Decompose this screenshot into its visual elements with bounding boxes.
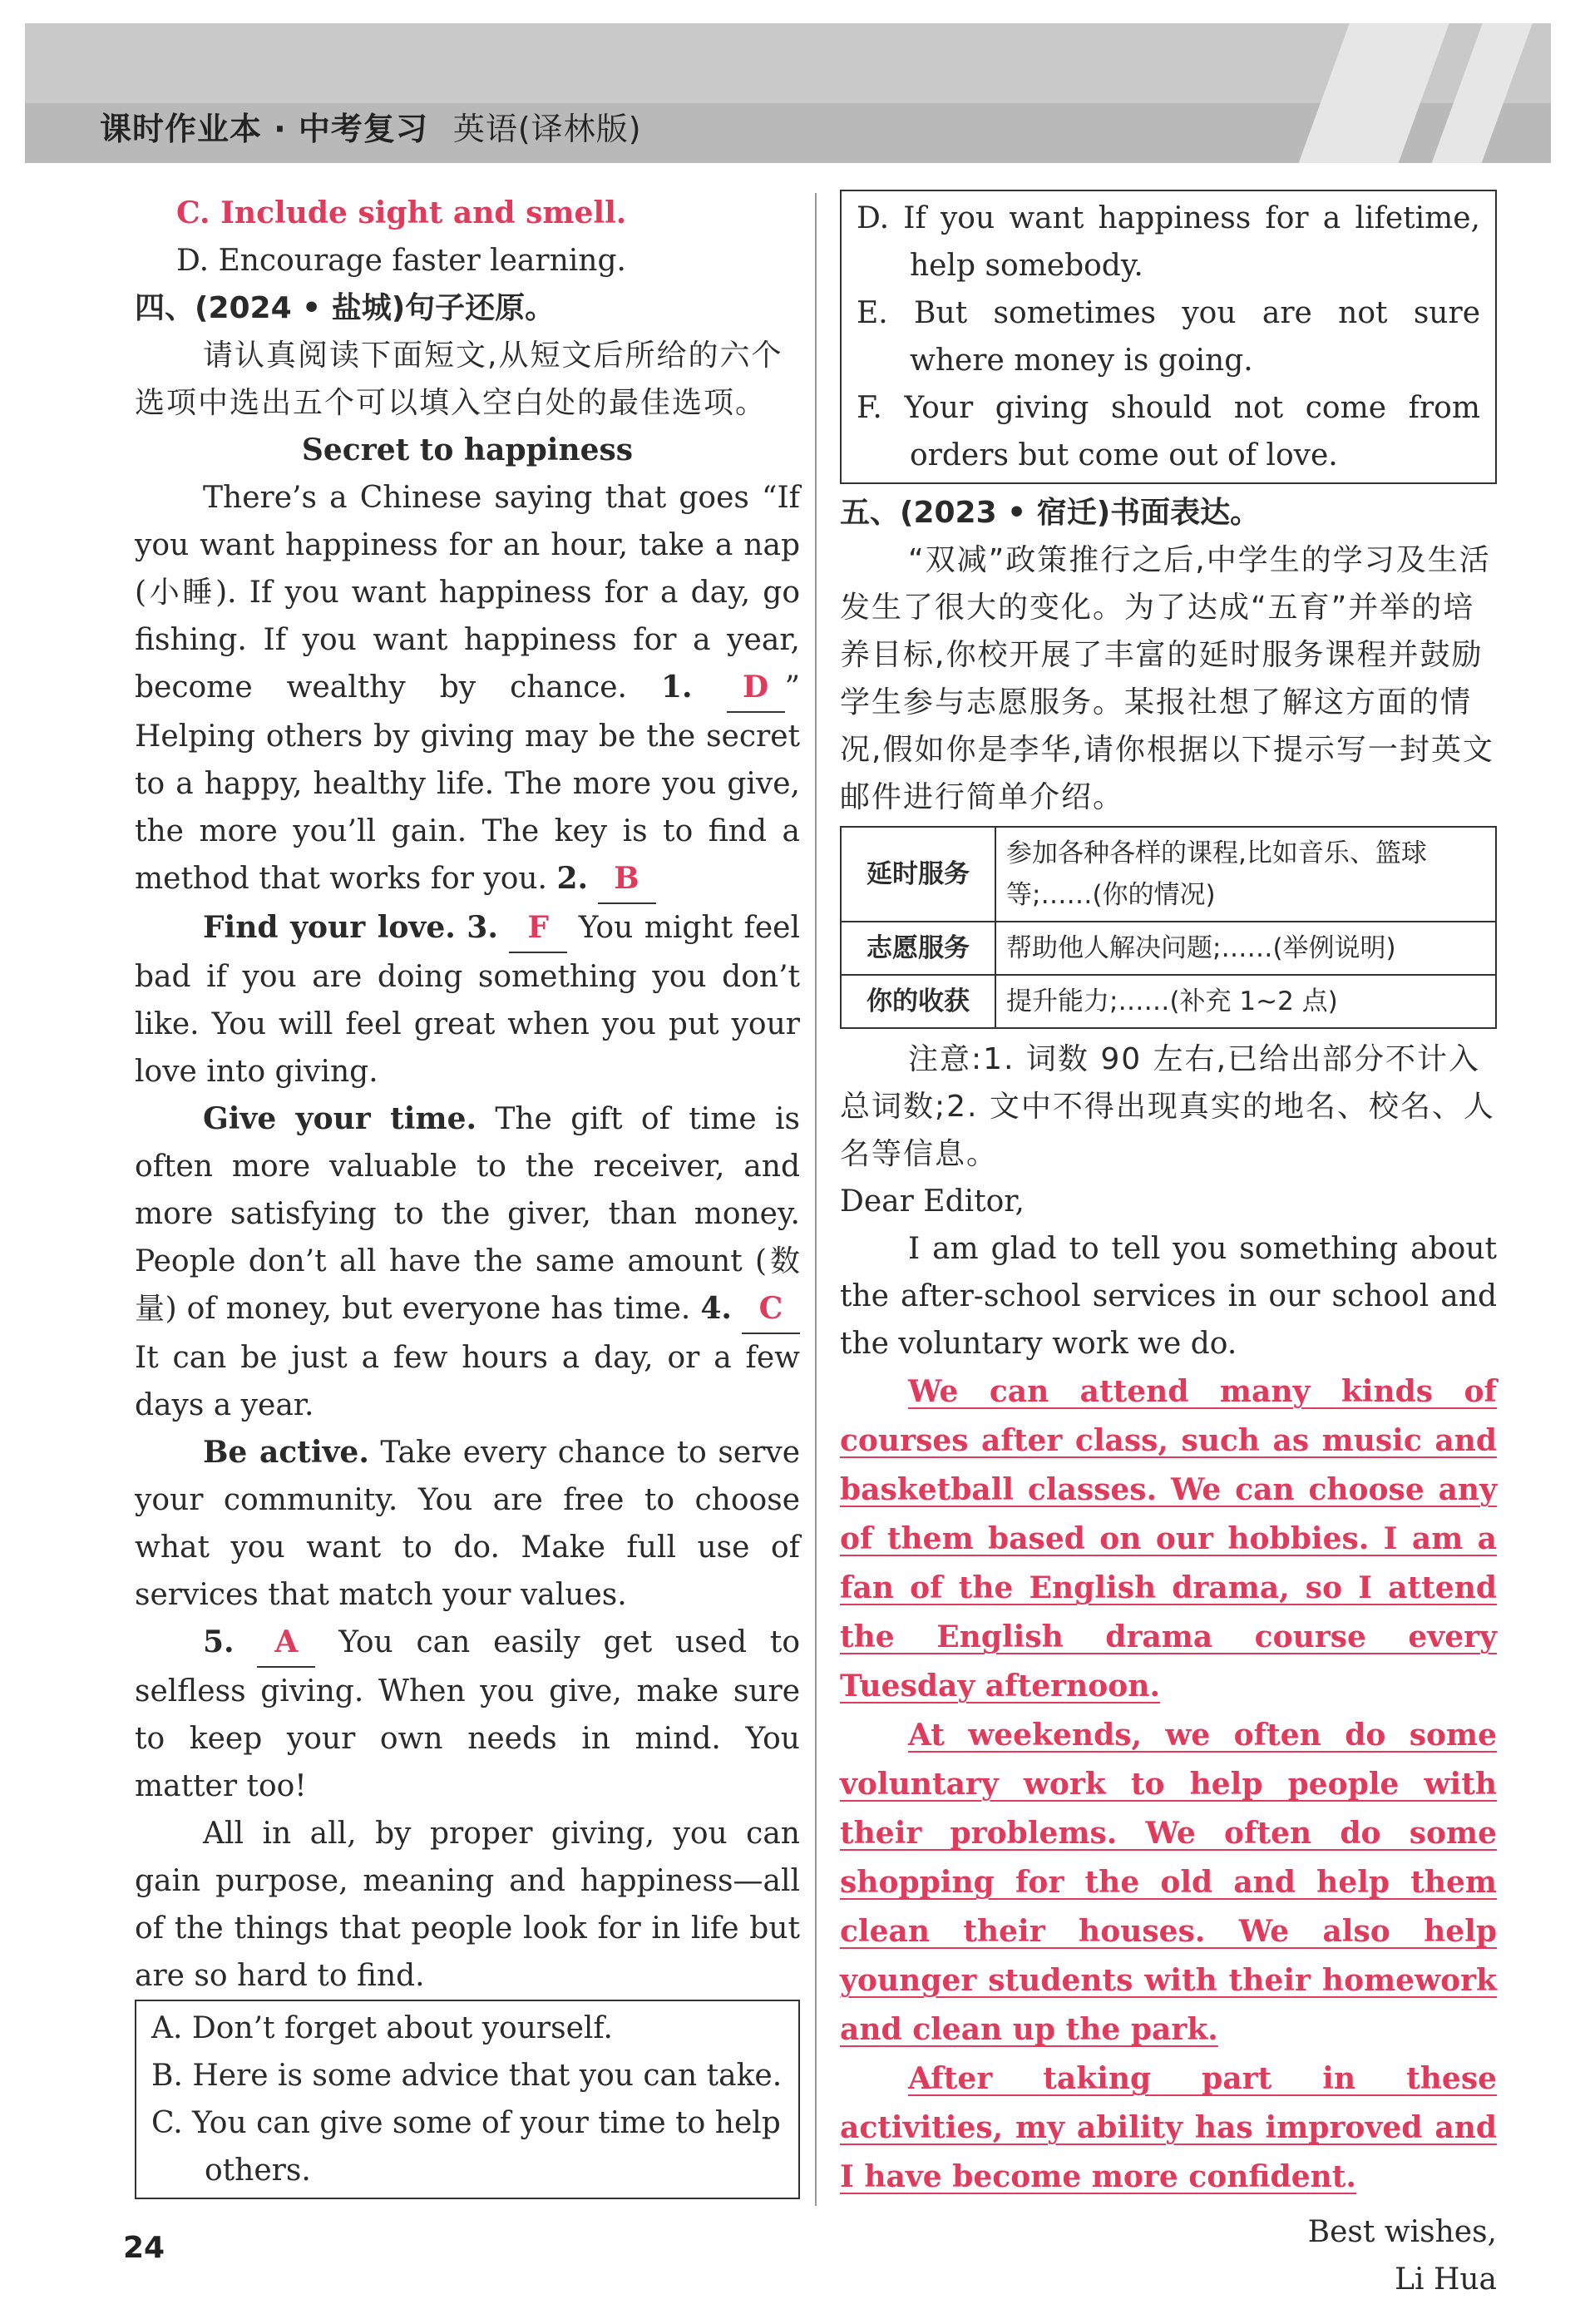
section5-title: 五、(2023 • 宿迁)书面表达。 [840,496,1261,530]
prev-option-c: C. Include sight and smell. [176,195,627,230]
option-d: D. If you want happiness for a lifetime, help somebody. [857,201,1480,283]
option-e: E. But sometimes you are not sure where money is going. [857,296,1480,378]
passage-paragraph-5: 5. A You can easily get used to selfless giving. When you give, make sure to keep your own needs in mind. You matter too! [135,1619,800,1810]
option-f: F. Your giving should not come from orders but come out of love. [857,391,1480,472]
header-title: 课时作业本 · 中考复习 英语(译林版) [100,111,642,147]
table-row: 你的收获 提升能力;……(补充 1~2 点) [841,975,1496,1028]
prev-option-d: D. Encourage faster learning. [176,244,626,278]
page-header [25,23,1551,163]
answer-blank-5: A [257,1619,315,1668]
section4-instructions: 请认真阅读下面短文,从短文后所给的六个选项中选出五个可以填入空白处的最佳选项。 [135,339,783,420]
essay-paragraph-1: We can attend many kinds of courses after class, such as music and basketball classes. We can choose any of them based on our hobbies. I am a fan of the English drama, so I attend the English drama course every Tuesday afternoon. [840,1374,1497,1703]
passage-paragraph-3: Give your time. The gift of time is often more valuable to the receiver, and more satisfying to the giver, than money. People don’t all have the same amount (数量) of money, but everyone has time. 4. C It can be just a few hours a day, or a few days a year. [135,1101,800,1422]
options-box-left [135,2000,800,2199]
answer-blank-4: C [742,1285,800,1334]
letter-intro: I am glad to tell you something about the after-school services in our school and the voluntary work we do. [840,1232,1497,1361]
table-row: 志愿服务 帮助他人解决问题;……(举例说明) [841,922,1496,975]
options-box-right [840,190,1497,484]
passage-paragraph-4: Be active. Take every chance to serve your community. You are free to choose what you want to do. Make full use of services that match your values. [135,1435,800,1612]
section5-instructions: “双减”政策推行之后,中学生的学习及生活发生了很大的变化。为了达成“五育”并举的培养目标,你校开展了丰富的延时服务课程并鼓励学生参与志愿服务。某报社想了解这方面的情况,假如你是李华,请你根据以下提示写一封英文邮件进行简单介绍。 [840,543,1494,814]
passage-title: Secret to happiness [301,433,634,467]
left-column [135,190,800,2199]
page-number: 24 [123,2231,165,2265]
prompt-table [840,826,1497,1029]
answer-blank-3: F [509,904,567,953]
answer-blank-2: B [598,855,656,904]
column-divider [815,193,817,2206]
answer-blank-1: D [727,664,785,713]
essay-paragraph-2: At weekends, we often do some voluntary work to help people with their problems. We often do some shopping for the old and help them clean their houses. We also help younger students with their homework and clean up the park. [840,1718,1497,2047]
option-a: A. Don’t forget about yourself. [151,2011,613,2045]
section4-title: 四、(2024 • 盐城)句子还原。 [135,291,555,325]
option-b: B. Here is some advice that you can take. [151,2059,783,2093]
passage-paragraph-6: All in all, by proper giving, you can gain purpose, meaning and happiness—all of the things that people look for in life but are so hard to find. [135,1817,800,1993]
table-row: 延时服务 参加各种各样的课程,比如音乐、篮球等;……(你的情况) [841,827,1496,922]
option-c: C. You can give some of your time to help others. [151,2106,781,2188]
letter-greeting: Dear Editor, [840,1184,1025,1219]
letter-closing: Best wishes, [1307,2215,1497,2249]
passage-paragraph-2: Find your love. 3. F You might feel bad if you are doing something you don’t like. You will feel great when you put your love into giving. [135,904,800,1095]
essay-paragraph-3: After taking part in these activities, my ability has improved and I have become more confident. [840,2061,1497,2194]
right-column [840,190,1497,2303]
writing-note: 注意:1. 词数 90 左右,已给出部分不计入总词数;2. 文中不得出现真实的地名、校名、人名等信息。 [840,1042,1495,1171]
letter-signature: Li Hua [1395,2262,1497,2297]
passage-paragraph-1: There’s a Chinese saying that goes “If you want happiness for an hour, take a nap (小睡). If you want happiness for a day, go fishing. If you want happiness for a year, become wealthy by chance. 1. D ” Helping others by giving may be the secret to a happy, healthy life. The more you give, the more you’ll gain. The key is to find a method that works for you. 2. B [135,474,800,904]
